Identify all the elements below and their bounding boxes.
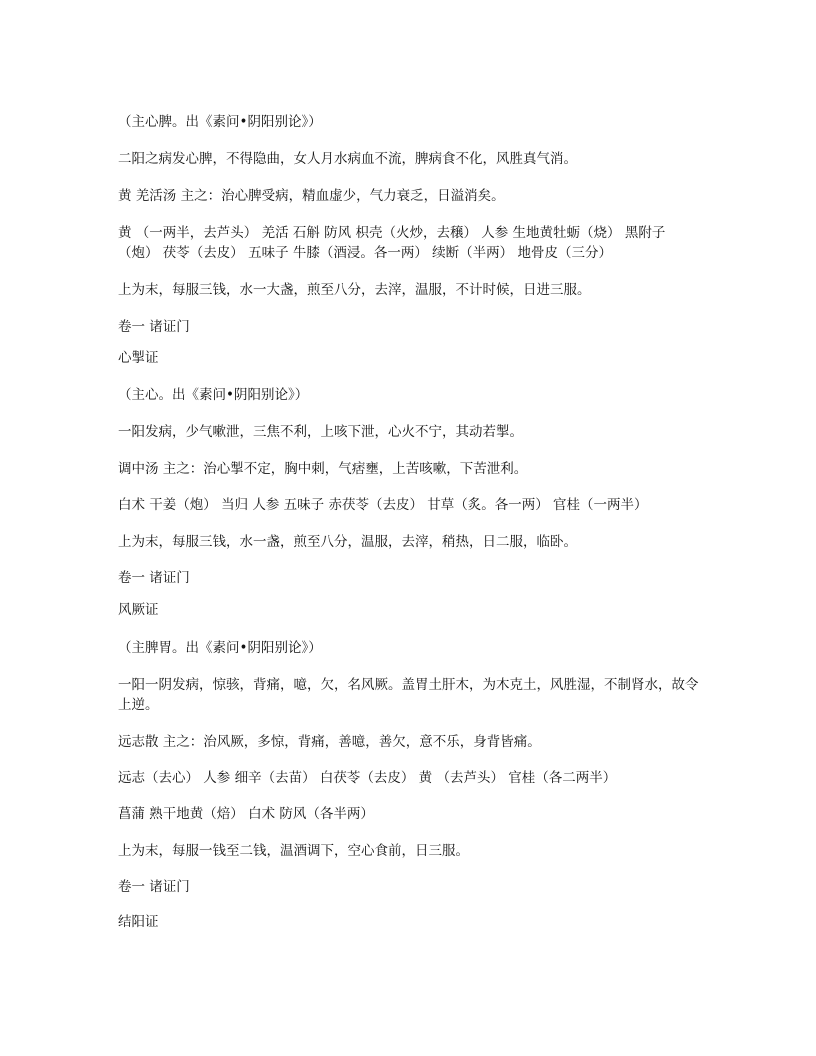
text-paragraph: 一阳一阴发病，惊骇，背痛，噫，欠，名风厥。盖胃土肝木，为木克土，风胜湿，不制肾水，故令上逆。 <box>118 677 699 713</box>
text-paragraph: 二阳之病发心脾，不得隐曲，女人月水病血不流，脾病食不化，风胜真气消。 <box>118 151 577 167</box>
volume-heading: 卷一 诸证门 <box>118 319 190 335</box>
formula-title: 远志散 主之：治风厥，多惊，背痛，善噫，善欠，意不乐，身背皆痛。 <box>118 734 541 750</box>
preparation-paragraph: 上为末，每服三钱，水一盏，煎至八分，温服，去滓，稍热，日二服，临卧。 <box>118 534 577 550</box>
formula-title: 调中汤 主之：治心掣不定，胸中刺，气痞壅，上苦咳嗽，下苦泄利。 <box>118 461 528 477</box>
source-note: （主心脾。出《素问•阴阳别论》） <box>118 114 322 130</box>
preparation-paragraph: 上为末，每服一钱至二钱，温酒调下，空心食前，日三服。 <box>118 843 469 859</box>
text-paragraph: 一阳发病，少气嗽泄，三焦不利，上咳下泄，心火不宁，其动若掣。 <box>118 424 523 440</box>
source-note: （主脾胃。出《素问•阴阳别论》） <box>118 640 322 656</box>
ingredients-paragraph: 黄 （一两半，去芦头） 羌活 石斛 防风 枳壳（火炒，去穣） 人参 生地黄牡蛎（烧） 黑附子（炮） 茯苓（去皮） 五味子 牛膝（酒浸。各一两） 续断（半两） 地骨皮（三分） <box>118 225 666 261</box>
section-heading: 心掣证 <box>118 350 159 366</box>
volume-heading: 卷一 诸证门 <box>118 570 190 586</box>
preparation-paragraph: 上为末，每服三钱，水一大盏，煎至八分，去滓，温服，不计时候，日进三服。 <box>118 282 591 298</box>
ingredients-paragraph: 白术 干姜（炮） 当归 人参 五味子 赤茯苓（去皮） 甘草（炙。各一两） 官桂（一两半） <box>118 497 648 513</box>
ingredients-paragraph: 菖蒲 熟干地黄（焙） 白术 防风（各半两） <box>118 806 374 822</box>
ingredients-paragraph: 远志（去心） 人参 细辛（去苗） 白茯苓（去皮） 黄 （去芦头） 官桂（各二两半） <box>118 770 617 786</box>
section-heading: 结阳证 <box>118 914 159 930</box>
source-note: （主心。出《素问•阴阳别论》） <box>118 387 309 403</box>
volume-heading: 卷一 诸证门 <box>118 879 190 895</box>
formula-title: 黄 羌活汤 主之：治心脾受病，精血虚少，气力衰乏，日溢消矣。 <box>118 188 505 204</box>
section-heading: 风厥证 <box>118 602 159 618</box>
